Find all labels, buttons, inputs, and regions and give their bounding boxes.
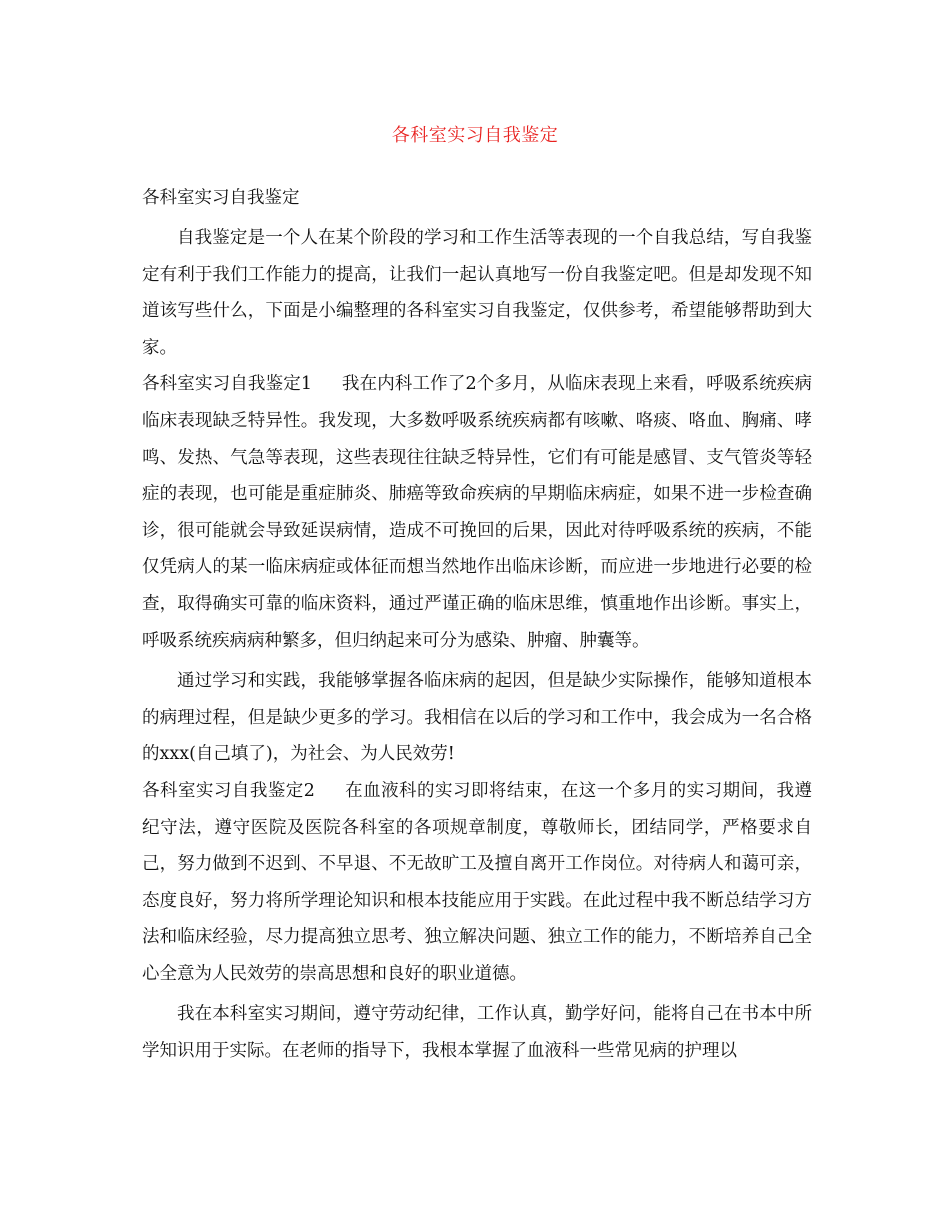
section-2-paragraph-2: 我在本科室实习期间，遵守劳动纪律，工作认真，勤学好问，能将自己在书本中所学知识用于实际。在老师的指导下，我根本掌握了血液科一些常见病的护理以 (142, 1004, 812, 1062)
section-2-label: 各科室实习自我鉴定2 (142, 780, 315, 801)
section-2-body: 在血液科的实习即将结束，在这一个多月的实习期间，我遵纪守法，遵守医院及医院各科室的各项规章制度，尊敬师长，团结同学，严格要求自己，努力做到不迟到、不早退、不无故旷工及擅自离开工作岗位。对待病人和蔼可亲，态度良好，努力将所学理论知识和根本技能应用于实践。在此过程中我不断总结学习方法和临床经验，尽力提高独立思考、独立解决问题、独立工作的能力，不断培养自己全心全意为人民效劳的崇高思想和良好的职业道德。 (142, 780, 812, 984)
document-title: 各科室实习自我鉴定 (391, 125, 559, 146)
document-subtitle: 各科室实习自我鉴定 (142, 188, 300, 208)
section-1-paragraph-2: 通过学习和实践，我能够掌握各临床病的起因，但是缺少实际操作，能够知道根本的病理过程，但是缺少更多的学习。我相信在以后的学习和工作中，我会成为一名合格的xxx(自己填了)，为社会、为人民效劳! (142, 671, 812, 765)
section-1-label: 各科室实习自我鉴定1 (142, 374, 313, 395)
intro-paragraph: 自我鉴定是一个人在某个阶段的学习和工作生活等表现的一个自我总结，写自我鉴定有利于我们工作能力的提高，让我们一起认真地写一份自我鉴定吧。但是却发现不知道该写些什么，下面是小编整理的各科室实习自我鉴定，仅供参考，希望能够帮助到大家。 (142, 228, 812, 358)
document-body (142, 183, 812, 1070)
section-2-paragraph (142, 773, 812, 993)
section-1-body: 我在内科工作了2个多月，从临床表现上来看，呼吸系统疾病临床表现缺乏特异性。我发现，大多数呼吸系统疾病都有咳嗽、咯痰、咯血、胸痛、哮鸣、发热、气急等表现，这些表现往往缺乏特异性，它们有可能是感冒、支气管炎等轻症的表现，也可能是重症肺炎、肺癌等致命疾病的早期临床病症，如果不进一步检查确诊，很可能就会导致延误病情，造成不可挽回的后果，因此对待呼吸系统的疾病，不能仅凭病人的某一临床病症或体征而想当然地作出临床诊断，而应进一步地进行必要的检查，取得确实可靠的临床资料，通过严谨正确的临床思维，慎重地作出诊断。事实上，呼吸系统疾病病种繁多，但归纳起来可分为感染、肿瘤、肿囊等。 (142, 374, 812, 651)
section-1-paragraph (142, 366, 812, 659)
